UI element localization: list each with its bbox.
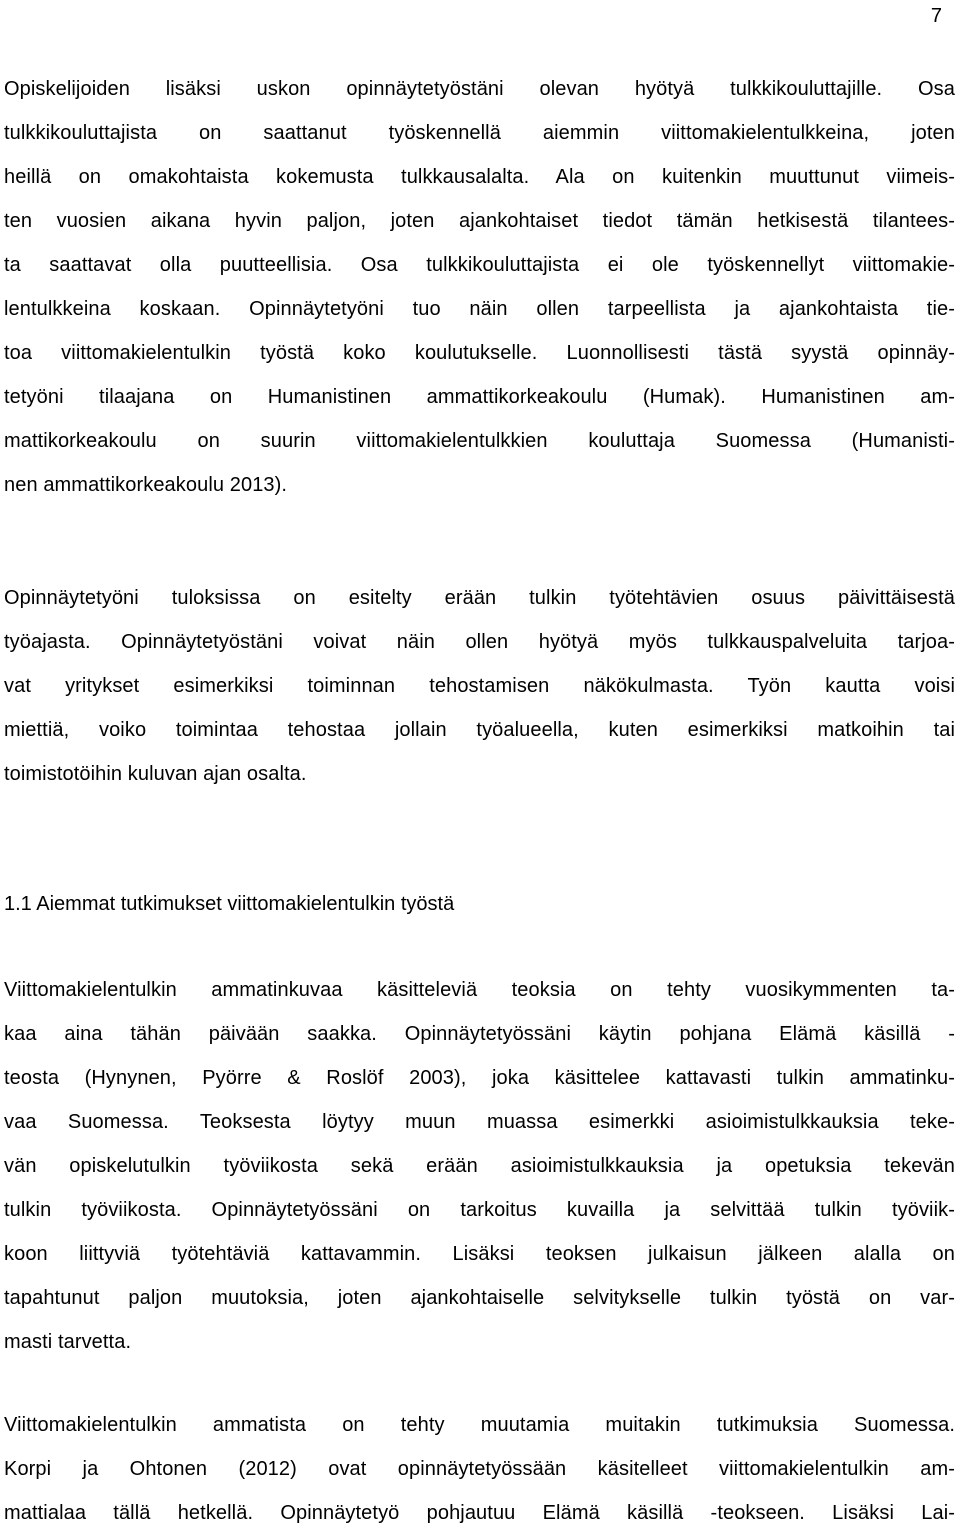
text-line: masti tarvetta.	[4, 1331, 132, 1353]
paragraph	[0, 1403, 960, 1535]
text-line: Opinnäytetyöni tuloksissa on esitelty erään tulkin työtehtävien osuus päivittäisestä	[4, 587, 955, 609]
text-line: kaa aina tähän päivään saakka. Opinnäytetyössäni käytin pohjana Elämä käsillä -	[4, 1023, 955, 1045]
text-line: miettiä, voiko toimintaa tehostaa jollain työalueella, kuten esimerkiksi matkoihin tai	[4, 719, 955, 741]
text-line: tulkkikouluttajista on saattanut työskennellä aiemmin viittomakielentulkkeina, joten	[4, 122, 955, 144]
text-line: Viittomakielentulkin ammatinkuvaa käsitteleviä teoksia on tehty vuosikymmenten ta-	[4, 979, 955, 1001]
text-line: tetyöni tilaajana on Humanistinen ammattikorkeakoulu (Humak). Humanistinen am-	[4, 386, 955, 408]
text-line: ten vuosien aikana hyvin paljon, joten ajankohtaiset tiedot tämän hetkisestä tilantees-	[4, 210, 955, 232]
text-line: Opiskelijoiden lisäksi uskon opinnäytetyöstäni olevan hyötyä tulkkikouluttajille. Osa	[4, 78, 955, 100]
text-line: heillä on omakohtaista kokemusta tulkkausalalta. Ala on kuitenkin muuttunut viimeis-	[4, 166, 955, 188]
section-heading: 1.1 Aiemmat tutkimukset viittomakielentulkin työstä	[4, 893, 455, 915]
paragraph	[0, 67, 960, 507]
text-line: Korpi ja Ohtonen (2012) ovat opinnäytetyössään käsitelleet viittomakielentulkin am-	[4, 1458, 955, 1480]
text-line: nen ammattikorkeakoulu 2013).	[4, 474, 288, 496]
text-line: työajasta. Opinnäytetyöstäni voivat näin ollen hyötyä myös tulkkauspalveluita tarjoa-	[4, 631, 955, 653]
text-line: toa viittomakielentulkin työstä koko koulutukselle. Luonnollisesti tästä syystä opinnäy-	[4, 342, 955, 364]
text-line: lentulkkeina koskaan. Opinnäytetyöni tuo näin ollen tarpeellista ja ajankohtaista tie-	[4, 298, 955, 320]
text-line: mattikorkeakoulu on suurin viittomakielentulkkien kouluttaja Suomessa (Humanisti-	[4, 430, 955, 452]
text-line: vän opiskelutulkin työviikosta sekä erään asioimistulkkauksia ja opetuksia tekevän	[4, 1155, 955, 1177]
text-line: teosta (Hynynen, Pyörre & Roslöf 2003), joka käsittelee kattavasti tulkin ammatinku-	[4, 1067, 955, 1089]
text-line: vaa Suomessa. Teoksesta löytyy muun muassa esimerkki asioimistulkkauksia teke-	[4, 1111, 955, 1133]
text-line: mattialaa tällä hetkellä. Opinnäytetyö pohjautuu Elämä käsillä -teokseen. Lisäksi Lai-	[4, 1502, 955, 1524]
text-line: tulkin työviikosta. Opinnäytetyössäni on tarkoitus kuvailla ja selvittää tulkin työviik-	[4, 1199, 955, 1221]
text-line: vat yritykset esimerkiksi toiminnan tehostamisen näkökulmasta. Työn kautta voisi	[4, 675, 955, 697]
text-line: Viittomakielentulkin ammatista on tehty muutamia muitakin tutkimuksia Suomessa.	[4, 1414, 955, 1436]
text-line: ta saattavat olla puutteellisia. Osa tulkkikouluttajista ei ole työskennellyt viittomakie-	[4, 254, 955, 276]
page-number: 7	[930, 5, 942, 27]
paragraph	[0, 576, 960, 796]
text-line: tapahtunut paljon muutoksia, joten ajankohtaiselle selvitykselle tulkin työstä on var-	[4, 1287, 955, 1309]
text-line: toimistotöihin kuluvan ajan osalta.	[4, 763, 307, 785]
paragraph	[0, 968, 960, 1364]
text-line: koon liittyviä työtehtäviä kattavammin. Lisäksi teoksen julkaisun jälkeen alalla on	[4, 1243, 955, 1265]
